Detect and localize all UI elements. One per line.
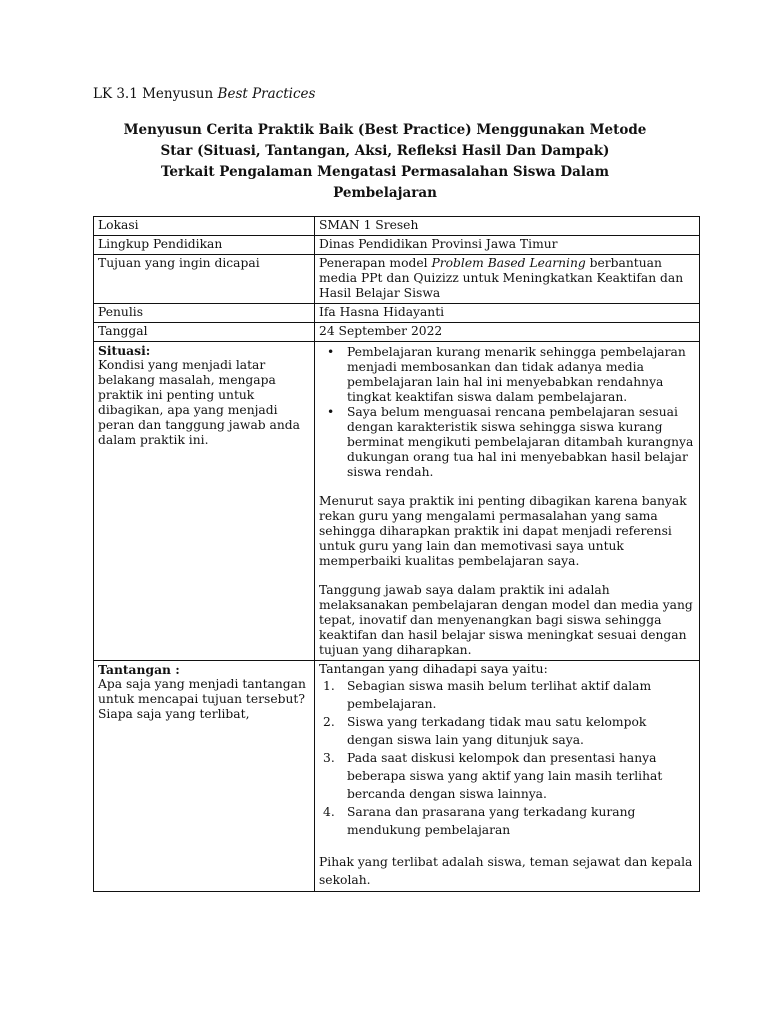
tantangan-content-cell — [315, 661, 700, 892]
label-penulis: Penulis — [94, 304, 315, 323]
value-tujuan — [315, 255, 700, 304]
title-line-1: Menyusun Cerita Praktik Baik (Best Practice) Menggunakan Metode — [123, 122, 647, 138]
situasi-content-cell — [315, 342, 700, 661]
best-practice-table — [93, 216, 700, 892]
value-lingkup: Dinas Pendidikan Provinsi Jawa Timur — [315, 236, 700, 255]
header-prefix: LK 3.1 Menyusun — [93, 86, 214, 102]
title-line-2: Star (Situasi, Tantangan, Aksi, Refleksi Hasil Dan Dampak) — [160, 143, 610, 159]
title-line-4: Pembelajaran — [333, 185, 437, 201]
row-situasi — [94, 342, 700, 661]
item-number: 4. — [323, 805, 335, 819]
label-lingkup: Lingkup Pendidikan — [94, 236, 315, 255]
situasi-bullet: • Pembelajaran kurang menarik sehingga pembelajaran menjadi membosankan dan tidak adanya media pembelajaran lain hal ini menyebabkan rendahnya tingkat keaktifan siswa dalam pembelajaran. — [347, 345, 695, 405]
tantangan-item — [323, 749, 695, 803]
value-tanggal: 24 September 2022 — [315, 323, 700, 342]
header-italic: Best Practices — [217, 86, 316, 102]
value-lokasi: SMAN 1 Sreseh — [315, 217, 700, 236]
item-text: Sebagian siswa masih belum terlihat aktif dalam pembelajaran. — [347, 679, 652, 711]
situasi-prompt: Kondisi yang menjadi latar belakang masalah, mengapa praktik ini penting untuk dibagikan, apa yang menjadi peran dan tanggung jawab anda dalam praktik ini. — [98, 358, 301, 447]
tujuan-italic: Problem Based Learning — [431, 256, 586, 270]
title-line-3: Terkait Pengalaman Mengatasi Permasalahan Siswa Dalam — [160, 164, 610, 180]
tantangan-prompt: Apa saja yang menjadi tantangan untuk mencapai tujuan tersebut? Siapa saja yang terlibat, — [98, 677, 306, 721]
tantangan-item — [323, 713, 695, 749]
document-title — [90, 120, 680, 204]
item-text: Siswa yang terkadang tidak mau satu kelompok dengan siswa lain yang ditunjuk saya. — [347, 715, 647, 747]
row-lingkup — [94, 236, 700, 255]
tantangan-intro: Tantangan yang dihadapi saya yaitu: — [319, 662, 548, 676]
situasi-label-cell — [94, 342, 315, 661]
row-tujuan — [94, 255, 700, 304]
row-tantangan — [94, 661, 700, 892]
tantangan-item — [323, 677, 695, 713]
worksheet-header — [93, 86, 315, 102]
item-text: Sarana dan prasarana yang terkadang kurang mendukung pembelajaran — [347, 805, 636, 837]
label-lokasi: Lokasi — [94, 217, 315, 236]
row-penulis — [94, 304, 700, 323]
tantangan-item — [323, 803, 695, 839]
row-lokasi — [94, 217, 700, 236]
item-number: 1. — [323, 679, 335, 693]
situasi-bullet: • Saya belum menguasai rencana pembelajaran sesuai dengan karakteristik siswa sehingga siswa kurang berminat mengikuti pembelajaran ditambah kurangnya dukungan orang tua hal ini menyebabkan hasil belajar siswa rendah. — [347, 405, 695, 480]
situasi-paragraph-1: Menurut saya praktik ini penting dibagikan karena banyak rekan guru yang mengalami permasalahan yang sama sehingga diharapkan praktik ini dapat menjadi referensi untuk guru yang lain dan memotivasi saya untuk memperbaiki kualitas pembelajaran saya. — [319, 494, 687, 568]
label-tanggal: Tanggal — [94, 323, 315, 342]
situasi-heading: Situasi: — [98, 343, 151, 358]
label-tujuan: Tujuan yang ingin dicapai — [94, 255, 315, 304]
situasi-paragraph-2: Tanggung jawab saya dalam praktik ini adalah melaksanakan pembelajaran dengan model dan media yang tepat, inovatif dan menyenangkan bagi siswa sehingga keaktifan dan hasil belajar siswa meningkat sesuai dengan tujuan yang diharapkan. — [319, 583, 693, 657]
tantangan-closing: Pihak yang terlibat adalah siswa, teman sejawat dan kepala sekolah. — [319, 855, 693, 887]
tantangan-heading: Tantangan : — [98, 662, 180, 677]
tantangan-label-cell — [94, 661, 315, 892]
tujuan-post: berbantuan media PPt dan Quizizz untuk Meningkatkan Keaktifan dan Hasil Belajar Siswa — [319, 256, 684, 300]
tujuan-pre: Penerapan model — [319, 256, 432, 270]
tantangan-list — [319, 677, 695, 839]
situasi-bullet-list — [319, 345, 695, 480]
item-text: Pada saat diskusi kelompok dan presentasi hanya beberapa siswa yang aktif yang lain masih terlihat bercanda dengan siswa lainnya. — [347, 751, 663, 801]
item-number: 2. — [323, 715, 335, 729]
item-number: 3. — [323, 751, 335, 765]
value-penulis: Ifa Hasna Hidayanti — [315, 304, 700, 323]
row-tanggal — [94, 323, 700, 342]
